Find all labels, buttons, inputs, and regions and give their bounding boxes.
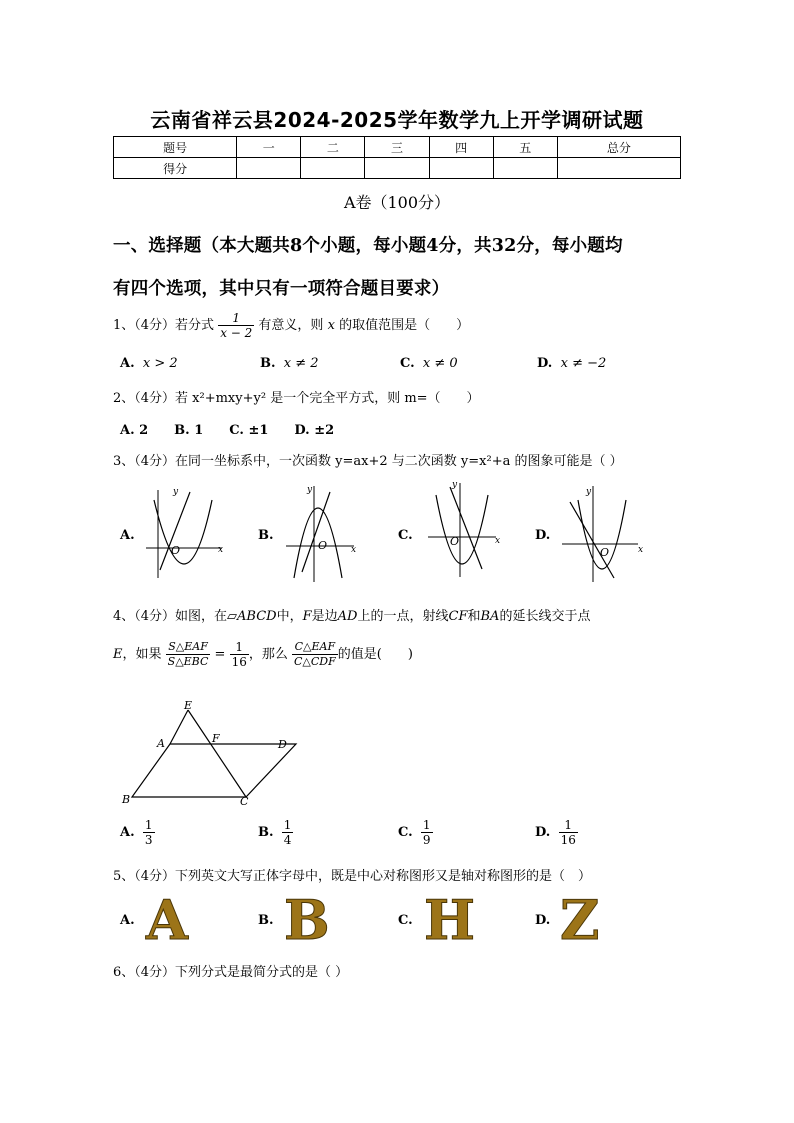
q3-option-b-label[interactable]: B. [258,528,274,543]
x-label: x [638,545,644,555]
q5-letter-b-image[interactable]: B [284,888,330,952]
part1-heading-line1: 一、选择题（本大题共8个小题，每小题4分，共32分，每小题均 [113,236,623,256]
frac-num: C△EAF [292,640,338,655]
frac-den: 16 [560,833,576,847]
q1-option-a[interactable] [120,356,178,371]
frac-num: S△EAF [166,640,211,655]
frac-num: 1 [230,640,249,655]
score-header-cell: 一 [237,137,301,158]
q5-letter-a-image[interactable]: A [146,888,188,952]
q4-text: ，那么 [248,647,288,662]
origin-label: O [600,546,610,559]
question-4-line2 [113,640,413,669]
parallelogram [132,744,296,797]
score-table-header-row [114,137,681,158]
option-text: x ≠ 2 [283,356,319,371]
option-label: D. [535,825,551,840]
origin-label: O [318,539,328,552]
score-header-cell: 二 [301,137,365,158]
option-label: C. [398,825,413,840]
x-label: x [351,545,357,555]
q4-text: 中， [276,609,303,624]
option-label: A. [120,825,135,840]
score-header-cell: 五 [493,137,557,158]
score-header-cell: 题号 [114,137,237,158]
part1-heading-line2: 有四个选项，其中只有一项符合题目要求） [113,279,450,299]
option-label: B. [258,825,274,840]
q4-text: 的值是( ) [337,647,413,662]
q4-option-c[interactable] [398,818,433,847]
y-label: y [307,485,313,495]
origin-label: O [171,544,181,557]
q1-prefix: 1、（4分）若分式 [113,318,215,333]
point-f-label: F [212,732,220,745]
q3-option-a-label[interactable]: A. [120,528,135,543]
score-header-cell: 总分 [557,137,680,158]
question-6: 6、（4分）下列分式是最简分式的是（ ） [113,965,349,980]
frac-den: 9 [422,833,431,847]
y-label: y [452,480,458,490]
q4-text: 是边 [311,609,338,624]
section-a-heading: A卷（100分） [343,193,451,212]
score-cell [365,158,429,179]
point-d-label: D [278,738,287,751]
x-label: x [495,536,501,546]
score-header-cell: 四 [429,137,493,158]
q5-letter-z-image[interactable]: Z [560,888,600,952]
q4-option-b[interactable] [258,818,293,847]
question-2: 2、（4分）若 x²+mxy+y² 是一个完全平方式，则 m=（ ） [113,391,480,406]
q2-options[interactable]: A. 2 B. 1 C. ±1 D. ±2 [120,423,335,438]
q4-option-d[interactable] [535,818,578,847]
score-header-cell: 三 [365,137,429,158]
q1-option-b[interactable] [260,356,319,371]
q5-option-c-label[interactable]: C. [398,913,413,928]
q4-equals: = [214,647,226,662]
q4-var: E [113,647,123,662]
point-b-label: B [122,793,131,806]
q4-var: BA [480,609,500,624]
option-fraction [282,818,294,847]
q1-fraction [218,311,254,340]
score-table [113,136,681,179]
q4-text: 和 [467,609,481,624]
q4-text: 上的一点，射线 [357,609,449,624]
frac-den: C△CDF [294,655,336,668]
option-text: x > 2 [142,356,178,371]
exam-title: 云南省祥云县2024-2025学年数学九上开学调研试题 [150,108,644,132]
frac-den: S△EBC [167,655,209,668]
q4-var: AD [337,609,358,624]
frac-den: 3 [144,833,153,847]
question-5: 5、（4分）下列英文大写正体字母中，既是中心对称图形又是轴对称图形的是（ ） [113,869,592,884]
q3-graph-a[interactable] [140,478,240,588]
q3-option-d-label[interactable]: D. [535,528,551,543]
parabola [436,495,488,564]
origin-label: O [450,535,460,548]
q4-var: F [302,609,312,624]
q5-letter-h-image[interactable]: H [424,888,476,952]
q3-graph-b[interactable] [280,478,380,588]
score-row-label: 得分 [114,158,237,179]
score-cell [557,158,680,179]
option-label: B. [260,356,276,371]
line-graph [302,492,330,572]
question-3: 3、（4分）在同一坐标系中，一次函数 y=ax+2 与二次函数 y=x²+a 的图象可能是（ ） [113,454,623,469]
frac-num: 1 [559,818,578,833]
frac-den: 4 [283,833,292,847]
q4-fraction-2 [230,640,249,669]
score-cell [237,158,301,179]
q4-text: ，如果 [122,647,162,662]
ray-cf [188,710,246,797]
q1-frac-num: 1 [218,311,254,326]
q4-var: ▱ABCD [227,609,277,624]
score-cell [493,158,557,179]
q1-frac-den: x − 2 [220,326,253,340]
point-c-label: C [240,795,249,808]
option-fraction [559,818,578,847]
q3-option-c-label[interactable]: C. [398,528,413,543]
q1-suffix-b: 的取值范围是（ ） [339,318,470,333]
option-text: x ≠ −2 [560,356,607,371]
option-fraction [143,818,155,847]
frac-num: 1 [283,818,292,832]
q4-text: 4、（4分）如图，在 [113,609,228,624]
frac-num: 1 [422,818,431,832]
score-cell [429,158,493,179]
option-label: C. [400,356,415,371]
y-label: y [173,487,179,497]
q3-graph-d[interactable] [556,478,656,588]
line-graph [450,487,482,569]
q5-option-d-label[interactable]: D. [535,913,551,928]
q4-var: CF [448,609,468,624]
y-label: y [586,487,592,497]
question-1 [113,311,469,340]
score-cell [301,158,365,179]
q1-option-c[interactable] [400,356,458,371]
q3-graph-c[interactable] [418,473,518,583]
q4-parallelogram-figure [116,698,306,810]
option-text: x ≠ 0 [422,356,458,371]
q4-fraction-3 [292,640,338,669]
option-label: D. [537,356,553,371]
point-e-label: E [184,699,193,712]
x-label: x [218,545,224,555]
frac-den: 16 [231,655,247,669]
q1-var: x [327,318,335,333]
option-label: A. [120,356,135,371]
q5-option-a-label[interactable]: A. [120,913,135,928]
q1-option-d[interactable] [537,356,606,371]
q1-suffix-a: 有意义，则 [258,318,324,333]
frac-num: 1 [144,818,153,832]
q4-fraction-1 [166,640,211,669]
option-fraction [421,818,433,847]
line-graph [570,502,614,578]
question-4-line1 [113,605,590,624]
q5-option-b-label[interactable]: B. [258,913,274,928]
q4-text: 的延长线交于点 [499,609,591,624]
q4-option-a[interactable] [120,818,155,847]
ba-extension [170,710,188,744]
score-table-score-row [114,158,681,179]
point-a-label: A [157,737,165,750]
